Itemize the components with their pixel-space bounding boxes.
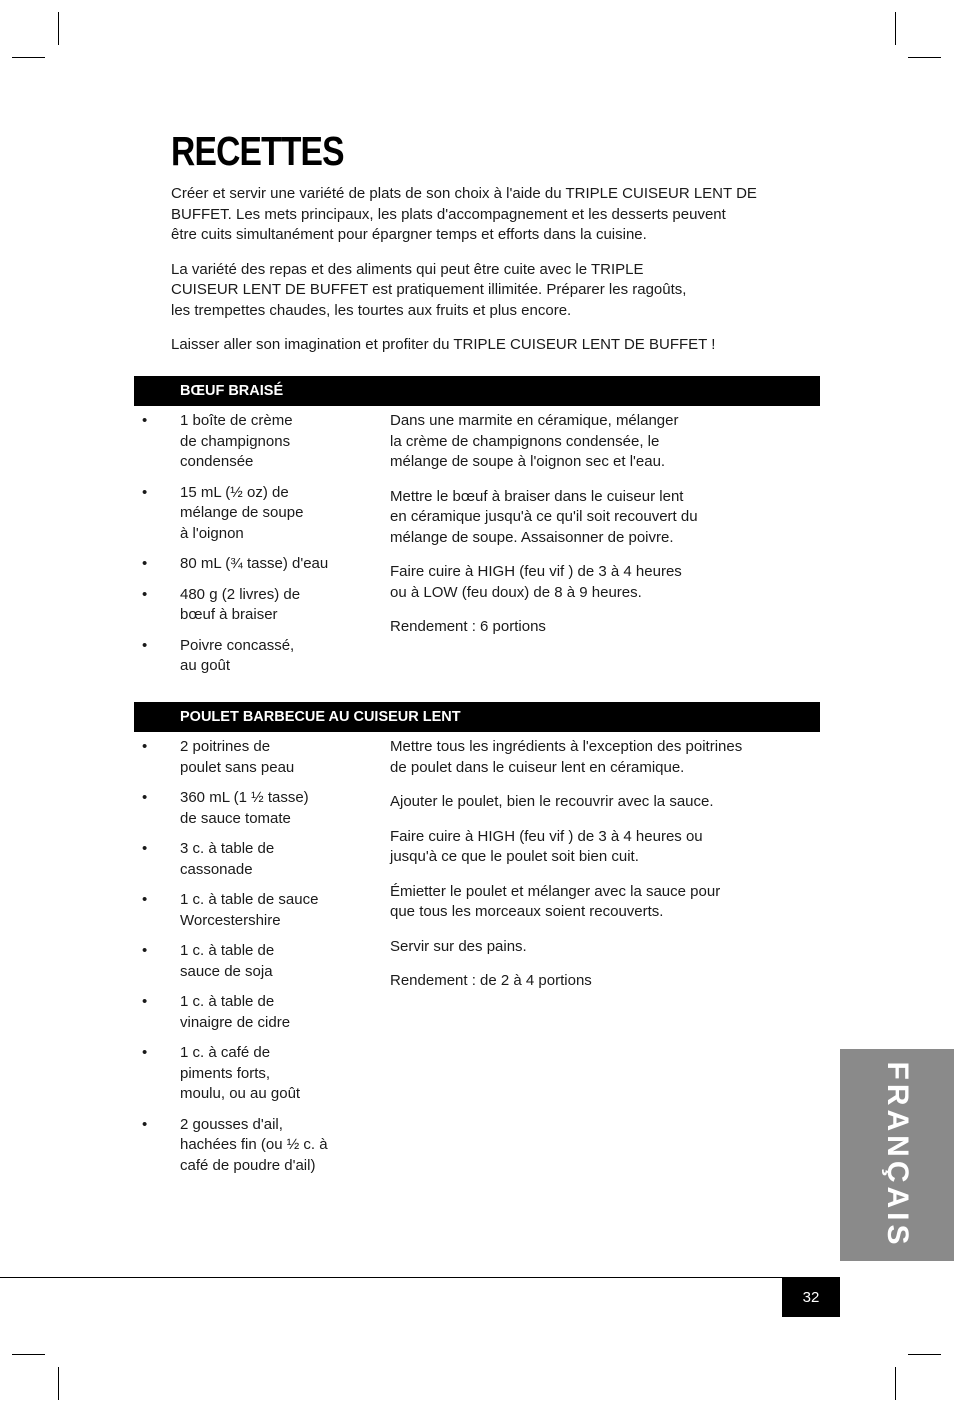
bullet: • bbox=[142, 1115, 148, 1133]
ingredient-list bbox=[134, 411, 364, 687]
crop-mark bbox=[58, 12, 59, 45]
crop-mark bbox=[895, 12, 896, 45]
ingredient-text: 1 boîte de crème de champignons condensée bbox=[180, 412, 293, 470]
ingredient-text: 1 c. à table de sauce de soja bbox=[180, 942, 275, 980]
ingredient-item bbox=[134, 483, 364, 545]
ingredient-text: 1 c. à table de vinaigre de cidre bbox=[180, 993, 291, 1031]
ingredient-item bbox=[134, 1043, 364, 1105]
instruction-paragraph: Faire cuire à HIGH (feu vif ) de 3 à 4 heures ou jusqu'à ce que le poulet soit bien cuit. bbox=[390, 827, 703, 865]
bullet: • bbox=[142, 636, 148, 654]
ingredient-item bbox=[134, 554, 364, 575]
ingredient-text: 1 c. à table de sauce Worcestershire bbox=[180, 891, 319, 929]
footer-rule bbox=[0, 1277, 840, 1278]
crop-mark bbox=[12, 57, 45, 58]
instructions bbox=[390, 737, 790, 1006]
ingredient-item bbox=[134, 411, 364, 473]
bullet: • bbox=[142, 585, 148, 603]
instruction-paragraph: Émietter le poulet et mélanger avec la sauce pour que tous les morceaux soient recouverts. bbox=[390, 882, 721, 920]
ingredient-text: 2 poitrines de poulet sans peau bbox=[180, 738, 295, 776]
bullet: • bbox=[142, 942, 148, 959]
instruction-paragraph: Servir sur des pains. bbox=[390, 937, 527, 955]
crop-mark bbox=[895, 1367, 896, 1400]
bullet: • bbox=[142, 840, 148, 857]
ingredient-item bbox=[134, 890, 364, 931]
instruction-paragraph: Rendement : 6 portions bbox=[390, 618, 546, 635]
ingredient-text: 15 mL (½ oz) de mélange de soupe à l'oignon bbox=[180, 483, 304, 542]
ingredient-text: Poivre concassé, au goût bbox=[180, 636, 295, 674]
ingredient-item bbox=[134, 992, 364, 1033]
intro-paragraph: Créer et servir une variété de plats de son choix à l'aide du TRIPLE CUISEUR LENT DE BUFFET. Les mets principaux, les plats d'accompagnement et les desserts peuvent être cuits simultanément pour épargner temps et efforts dans la cuisine. bbox=[171, 185, 757, 243]
ingredient-text: 2 gousses d'ail, hachées fin (ou ½ c. à café de poudre d'ail) bbox=[180, 1115, 328, 1174]
ingredient-text: 3 c. à table de cassonade bbox=[180, 840, 275, 878]
language-tab bbox=[840, 1049, 954, 1261]
crop-mark bbox=[908, 1354, 941, 1355]
ingredient-item bbox=[134, 788, 364, 829]
bullet: • bbox=[142, 483, 148, 501]
page-title: RECETTES bbox=[171, 128, 344, 174]
ingredient-text: 1 c. à café de piments forts, moulu, ou au goût bbox=[180, 1044, 301, 1102]
recipe-title: BŒUF BRAISÉ bbox=[134, 376, 820, 406]
recipe-title: POULET BARBECUE AU CUISEUR LENT bbox=[134, 702, 820, 732]
crop-mark bbox=[908, 57, 941, 58]
ingredient-item bbox=[134, 941, 364, 982]
instruction-paragraph: Ajouter le poulet, bien le recouvrir avec la sauce. bbox=[390, 793, 714, 810]
ingredient-item bbox=[134, 1115, 364, 1177]
page-number: 32 bbox=[782, 1278, 840, 1317]
instruction-paragraph: Dans une marmite en céramique, mélanger la crème de champignons condensée, le mélange de soupe à l'oignon sec et l'eau. bbox=[390, 412, 679, 470]
ingredient-list bbox=[134, 737, 364, 1186]
ingredient-item bbox=[134, 737, 364, 778]
bullet: • bbox=[142, 1044, 148, 1061]
crop-mark bbox=[12, 1354, 45, 1355]
ingredient-item bbox=[134, 636, 364, 677]
ingredient-text: 360 mL (1 ½ tasse) de sauce tomate bbox=[180, 789, 309, 827]
bullet: • bbox=[142, 891, 148, 908]
intro-paragraph: Laisser aller son imagination et profiter du TRIPLE CUISEUR LENT DE BUFFET ! bbox=[171, 336, 716, 353]
language-label: FRANÇAIS bbox=[881, 1061, 914, 1249]
ingredient-text: 80 mL (¾ tasse) d'eau bbox=[180, 555, 329, 572]
ingredient-text: 480 g (2 livres) de bœuf à braiser bbox=[180, 585, 301, 623]
bullet: • bbox=[142, 412, 148, 429]
bullet: • bbox=[142, 993, 148, 1010]
ingredient-item bbox=[134, 839, 364, 880]
intro-paragraph: La variété des repas et des aliments qui peut être cuite avec le TRIPLE CUISEUR LENT DE BUFFET est pratiquement illimitée. Préparer les ragoûts, les trempettes chaudes, les tourtes aux fruits et plus encore. bbox=[171, 260, 687, 319]
ingredient-item bbox=[134, 585, 364, 626]
instruction-paragraph: Faire cuire à HIGH (feu vif ) de 3 à 4 heures ou à LOW (feu doux) de 8 à 9 heures. bbox=[390, 563, 682, 601]
crop-mark bbox=[58, 1367, 59, 1400]
instruction-paragraph: Rendement : de 2 à 4 portions bbox=[390, 972, 592, 989]
instructions bbox=[390, 411, 790, 652]
instruction-paragraph: Mettre tous les ingrédients à l'exception des poitrines de poulet dans le cuiseur lent en céramique. bbox=[390, 738, 743, 776]
bullet: • bbox=[142, 555, 148, 572]
bullet: • bbox=[142, 789, 148, 806]
bullet: • bbox=[142, 738, 148, 755]
intro-text bbox=[171, 184, 771, 370]
instruction-paragraph: Mettre le bœuf à braiser dans le cuiseur lent en céramique jusqu'à ce qu'il soit recouvert du mélange de soupe. Assaisonner de poivre. bbox=[390, 487, 698, 546]
